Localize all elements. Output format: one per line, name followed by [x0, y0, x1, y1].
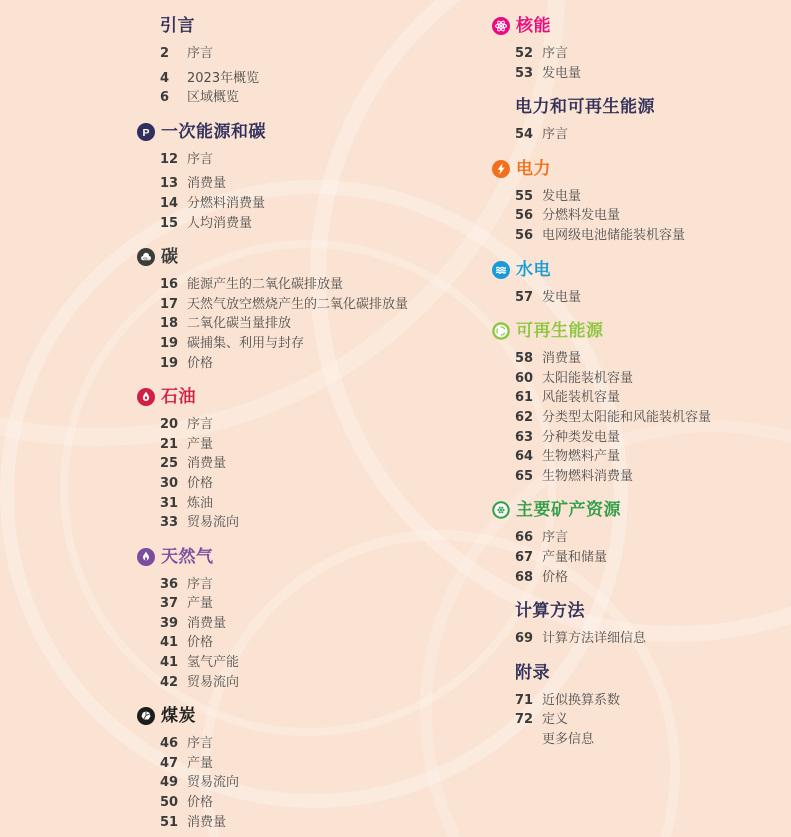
toc-entry[interactable]	[160, 214, 487, 234]
toc-entry[interactable]	[515, 64, 787, 84]
entry-page-number: 46	[160, 736, 179, 752]
entry-title: 序言	[187, 417, 214, 433]
entry-title: 炼油	[187, 495, 214, 511]
entry-title: 序言	[542, 46, 569, 61]
entry-page-number: 41	[160, 635, 179, 651]
entry-page-number: 62	[515, 409, 534, 425]
entry-page-number: 52	[515, 46, 534, 61]
entry-title: 序言	[187, 46, 214, 61]
entry-title: 计算方法详细信息	[542, 631, 647, 647]
toc-section	[137, 14, 487, 108]
entry-title: 消费量	[187, 814, 227, 830]
entry-title: 生物燃料产量	[542, 449, 621, 465]
oil-drop-icon	[137, 388, 155, 406]
entry-page-number: 55	[515, 188, 534, 204]
toc-entry[interactable]	[515, 447, 787, 467]
toc-entry[interactable]	[515, 408, 787, 428]
entry-page-number: 68	[515, 569, 534, 585]
section-entries	[492, 691, 787, 750]
entry-title: 消费量	[187, 176, 227, 192]
section-title: 水电	[516, 259, 551, 280]
section-title: 一次能源和碳	[161, 121, 266, 142]
toc-entry[interactable]	[515, 187, 787, 207]
entry-title: 消费量	[187, 456, 227, 472]
entry-title: 碳捕集、利用与封存	[187, 335, 305, 351]
section-title: 石油	[161, 387, 196, 408]
toc-entry[interactable]	[160, 314, 487, 334]
toc-entry[interactable]	[160, 295, 487, 315]
section-heading	[137, 704, 487, 728]
section-heading	[137, 245, 487, 269]
toc-section	[137, 704, 487, 832]
section-entries	[492, 125, 787, 145]
entry-page-number: 61	[515, 390, 534, 406]
section-heading	[492, 599, 787, 623]
coal-icon	[137, 707, 155, 725]
toc-column-right	[492, 14, 787, 761]
entry-title: 人均消费量	[187, 215, 253, 231]
section-title: 可再生能源	[516, 321, 604, 342]
entry-title: 太阳能装机容量	[542, 370, 634, 386]
section-entries	[137, 734, 487, 832]
entry-title: 生物燃料消费量	[542, 468, 634, 484]
entry-page-number: 56	[515, 208, 534, 224]
entry-title: 发电量	[542, 289, 582, 305]
entry-title: 产量和储量	[542, 549, 608, 565]
toc-entry[interactable]	[160, 69, 487, 89]
toc-entry[interactable]	[160, 575, 487, 595]
section-entries	[137, 275, 487, 373]
entry-page-number: 64	[515, 449, 534, 465]
entry-title: 价格	[187, 795, 214, 811]
toc-entry[interactable]	[515, 548, 787, 568]
section-title: 电力和可再生能源	[515, 97, 655, 118]
toc-entry[interactable]	[515, 288, 787, 308]
entry-title: 价格	[187, 355, 214, 371]
entry-page-number: 15	[160, 215, 179, 231]
section-title: 核能	[516, 16, 551, 36]
entry-page-number: 4	[160, 70, 170, 86]
entry-title: 贸易流向	[187, 674, 240, 690]
toc-entry[interactable]	[160, 633, 487, 653]
entry-title: 贸易流向	[187, 515, 240, 531]
entry-page-number: 25	[160, 456, 179, 472]
toc-entry[interactable]	[160, 653, 487, 673]
entry-title: 序言	[542, 530, 569, 546]
section-title: 碳	[161, 247, 179, 268]
section-heading	[492, 319, 787, 343]
toc-entry[interactable]	[515, 428, 787, 448]
entry-page-number: 49	[160, 775, 179, 791]
section-heading	[492, 14, 787, 38]
toc-entry[interactable]	[515, 568, 787, 588]
entry-page-number: 2	[160, 46, 170, 61]
entry-title: 产量	[187, 596, 214, 612]
toc-section	[137, 385, 487, 533]
entry-title: 序言	[542, 127, 569, 143]
entry-page-number: 71	[515, 692, 534, 708]
entry-title: 近似换算系数	[542, 692, 621, 708]
entry-title: 二氧化碳当量排放	[187, 316, 292, 332]
toc-entry[interactable]	[160, 174, 487, 194]
toc-entry[interactable]	[515, 125, 787, 145]
toc-section	[492, 95, 787, 145]
entry-title: 产量	[187, 755, 214, 771]
section-title: 计算方法	[515, 601, 585, 622]
section-heading	[137, 385, 487, 409]
toc-section	[137, 245, 487, 373]
entry-page-number: 19	[160, 355, 179, 371]
toc-entry[interactable]	[160, 454, 487, 474]
entry-title: 序言	[187, 736, 214, 752]
entry-title: 天然气放空燃烧产生的二氧化碳排放量	[187, 296, 409, 312]
section-entries	[492, 629, 787, 649]
section-entries	[492, 187, 787, 246]
toc-entry[interactable]	[160, 734, 487, 754]
entry-page-number: 67	[515, 549, 534, 565]
entry-page-number: 33	[160, 515, 179, 531]
toc-entry[interactable]	[160, 435, 487, 455]
section-entries	[492, 288, 787, 308]
section-heading	[137, 545, 487, 569]
entry-title: 贸易流向	[187, 775, 240, 791]
entry-page-number: 42	[160, 674, 179, 690]
toc-section	[137, 120, 487, 233]
section-entries	[492, 349, 787, 486]
entry-title: 价格	[187, 475, 214, 491]
section-heading	[137, 120, 487, 144]
entry-page-number: 14	[160, 195, 179, 211]
entry-page-number: 30	[160, 475, 179, 491]
entry-page-number: 37	[160, 596, 179, 612]
toc-entry[interactable]	[515, 710, 787, 730]
toc-entry[interactable]	[515, 467, 787, 487]
toc-entry[interactable]	[515, 629, 787, 649]
section-entries	[137, 575, 487, 693]
entry-page-number: 51	[160, 814, 179, 830]
entry-page-number: 65	[515, 468, 534, 484]
entry-title: 定义	[542, 712, 569, 728]
toc-entry[interactable]	[160, 673, 487, 693]
toc-section	[492, 319, 787, 486]
toc-entry[interactable]	[160, 754, 487, 774]
entry-page-number: 20	[160, 417, 179, 433]
section-entries	[137, 150, 487, 233]
entry-page-number: 6	[160, 90, 170, 106]
entry-page-number: 12	[160, 151, 179, 167]
toc-entry[interactable]	[160, 334, 487, 354]
entry-page-number: 53	[515, 65, 534, 81]
entry-title: 分种类发电量	[542, 429, 621, 445]
entry-title: 区域概览	[187, 90, 240, 106]
toc-entry[interactable]	[160, 474, 487, 494]
entry-title: 分类型太阳能和风能装机容量	[542, 409, 712, 425]
section-heading	[137, 14, 487, 38]
entry-page-number: 54	[515, 127, 534, 143]
section-title: 天然气	[161, 546, 214, 567]
toc-entry[interactable]	[515, 528, 787, 548]
toc-entry[interactable]	[160, 354, 487, 374]
entry-title: 分燃料发电量	[542, 208, 621, 224]
entry-page-number: 72	[515, 712, 534, 728]
entry-title: 序言	[187, 576, 214, 592]
toc-entry[interactable]	[160, 513, 487, 533]
toc-entry[interactable]	[160, 773, 487, 793]
toc-section	[492, 498, 787, 587]
entry-title: 产量	[187, 436, 214, 452]
toc-entry[interactable]	[515, 349, 787, 369]
entry-page-number: 41	[160, 655, 179, 671]
toc-entry[interactable]	[160, 415, 487, 435]
toc-section	[137, 545, 487, 693]
entry-page-number: 21	[160, 436, 179, 452]
entry-page-number: 66	[515, 530, 534, 546]
entry-page-number: 39	[160, 615, 179, 631]
entry-title: 价格	[187, 635, 214, 651]
entry-page-number: 56	[515, 227, 534, 243]
entry-page-number: 13	[160, 176, 179, 192]
section-heading	[492, 258, 787, 282]
toc-section	[492, 14, 787, 83]
entry-title: 电网级电池储能装机容量	[542, 227, 686, 243]
entry-page-number: 57	[515, 289, 534, 305]
entry-title: 发电量	[542, 188, 582, 204]
section-entries	[492, 528, 787, 587]
toc-entry[interactable]	[160, 614, 487, 634]
toc-entry[interactable]	[160, 793, 487, 813]
toc-entry[interactable]	[160, 150, 487, 170]
entry-title: 氢气产能	[187, 655, 240, 671]
entry-page-number: 19	[160, 335, 179, 351]
entry-title: 更多信息	[542, 731, 595, 747]
toc-entry[interactable]	[160, 494, 487, 514]
toc-entry[interactable]	[160, 594, 487, 614]
toc-column-left	[137, 14, 487, 837]
entry-title: 分燃料消费量	[187, 195, 266, 211]
entry-page-number: 60	[515, 370, 534, 386]
toc-section	[492, 661, 787, 750]
minerals-icon	[492, 501, 510, 519]
entry-page-number: 36	[160, 576, 179, 592]
toc-section	[492, 258, 787, 308]
section-entries	[137, 44, 487, 108]
entry-title: 消费量	[542, 351, 582, 367]
entry-page-number: 31	[160, 495, 179, 511]
section-title: 附录	[515, 662, 550, 683]
entry-page-number: 16	[160, 277, 179, 293]
entry-title: 风能装机容量	[542, 390, 621, 406]
section-title: 煤炭	[161, 706, 196, 727]
section-title: 电力	[516, 158, 551, 179]
svg-text:P: P	[142, 126, 150, 139]
section-heading	[492, 661, 787, 685]
section-heading	[492, 498, 787, 522]
entry-page-number: 50	[160, 795, 179, 811]
toc-entry[interactable]	[160, 88, 487, 108]
entry-title: 发电量	[542, 65, 582, 81]
entry-page-number: 69	[515, 631, 534, 647]
entry-title: 序言	[187, 151, 214, 167]
gas-flame-icon	[137, 548, 155, 566]
entry-title: 能源产生的二氧化碳排放量	[187, 277, 344, 293]
entry-page-number	[515, 730, 542, 750]
toc-entry[interactable]	[160, 275, 487, 295]
toc-entry[interactable]	[515, 369, 787, 389]
toc-section	[492, 157, 787, 246]
toc-entry[interactable]	[515, 206, 787, 226]
section-title: 引言	[160, 16, 195, 36]
entry-title: 消费量	[187, 615, 227, 631]
section-heading	[492, 157, 787, 181]
entry-title: 价格	[542, 569, 569, 585]
toc-entry[interactable]	[515, 730, 787, 750]
toc-entry[interactable]	[515, 44, 787, 64]
hydro-waves-icon	[492, 261, 510, 279]
section-title: 主要矿产资源	[516, 500, 621, 521]
toc-entry[interactable]	[160, 194, 487, 214]
entry-page-number: 18	[160, 316, 179, 332]
toc-entry[interactable]	[515, 388, 787, 408]
entry-page-number: 47	[160, 755, 179, 771]
section-heading	[492, 95, 787, 119]
section-entries	[137, 415, 487, 533]
toc-entry[interactable]	[515, 691, 787, 711]
electricity-bolt-icon	[492, 160, 510, 178]
renewables-icon	[492, 322, 510, 340]
toc-entry[interactable]	[515, 226, 787, 246]
entry-title: 2023年概览	[187, 70, 260, 86]
svg-text:co₂: co₂	[143, 256, 149, 261]
toc-entry[interactable]	[160, 44, 487, 64]
primary-energy-icon	[137, 123, 155, 141]
section-entries	[492, 44, 787, 83]
carbon-co2-cloud-icon	[137, 248, 155, 266]
entry-page-number: 17	[160, 296, 179, 312]
entry-page-number: 63	[515, 429, 534, 445]
nuclear-atom-icon	[492, 17, 510, 35]
entry-page-number: 58	[515, 351, 534, 367]
toc-entry[interactable]	[160, 813, 487, 833]
toc-section	[492, 599, 787, 649]
